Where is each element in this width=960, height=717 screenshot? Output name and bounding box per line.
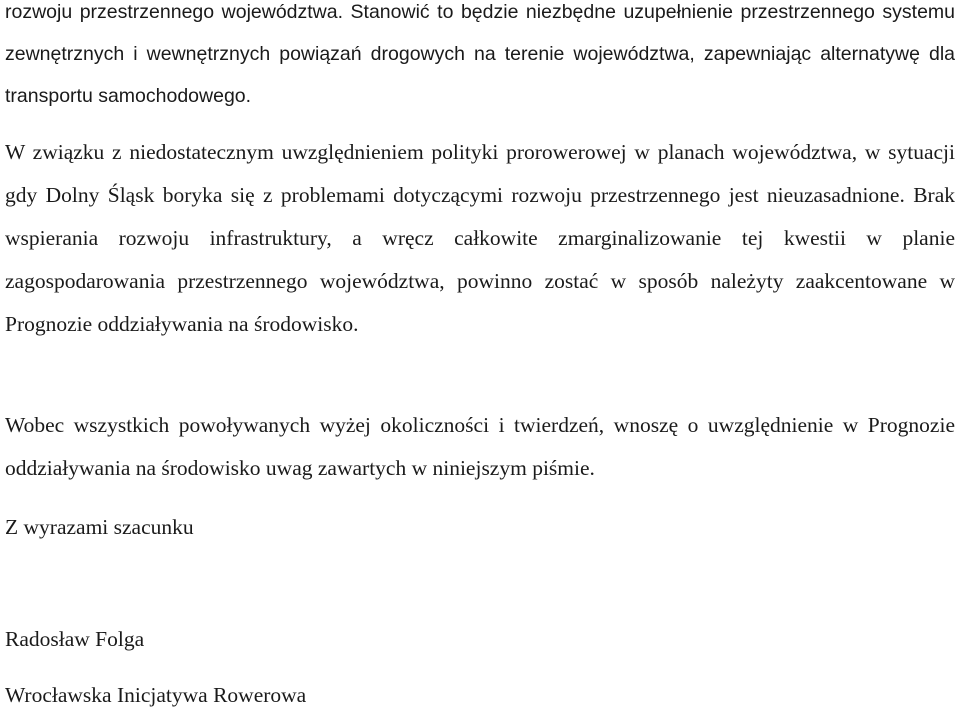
- paragraph-3-text: Wobec wszystkich powoływanych wyżej okoliczności i twierdzeń, wnoszę o uwzględnienie w Prognozie oddziaływania na środowisko uwag zawartych w niniejszym piśmie.: [5, 413, 955, 480]
- closing-salutation: Z wyrazami szacunku: [5, 515, 194, 539]
- paragraph-continuation: [5, 0, 955, 126]
- paragraph-1-text: rozwoju przestrzennego województwa. Stanowić to będzie niezbędne uzupełnienie przestrzennego systemu zewnętrznych i wewnętrznych powiązań drogowych na terenie województwa, zapewniając alternatywę dla transportu samochodowego.: [5, 1, 955, 107]
- signer-name: Radosław Folga: [5, 627, 145, 651]
- paragraph-request: [5, 404, 955, 490]
- signer-organization: Wrocławska Inicjatywa Rowerowa: [5, 683, 307, 707]
- paragraph-bicycle-policy: [5, 131, 955, 346]
- paragraph-2-text: W związku z niedostatecznym uwzględnieniem polityki prorowerowej w planach województwa, w sytuacji gdy Dolny Śląsk boryka się z problemami dotyczącymi rozwoju przestrzennego jest nieuzasadnione. Brak wspierania rozwoju infrastruktury, a wręcz całkowite zmarginalizowanie tej kwestii w planie zagospodarowania przestrzennego województwa, powinno zostać w sposób należyty zaakcentowane w Prognozie oddziaływania na środowisko.: [5, 140, 955, 336]
